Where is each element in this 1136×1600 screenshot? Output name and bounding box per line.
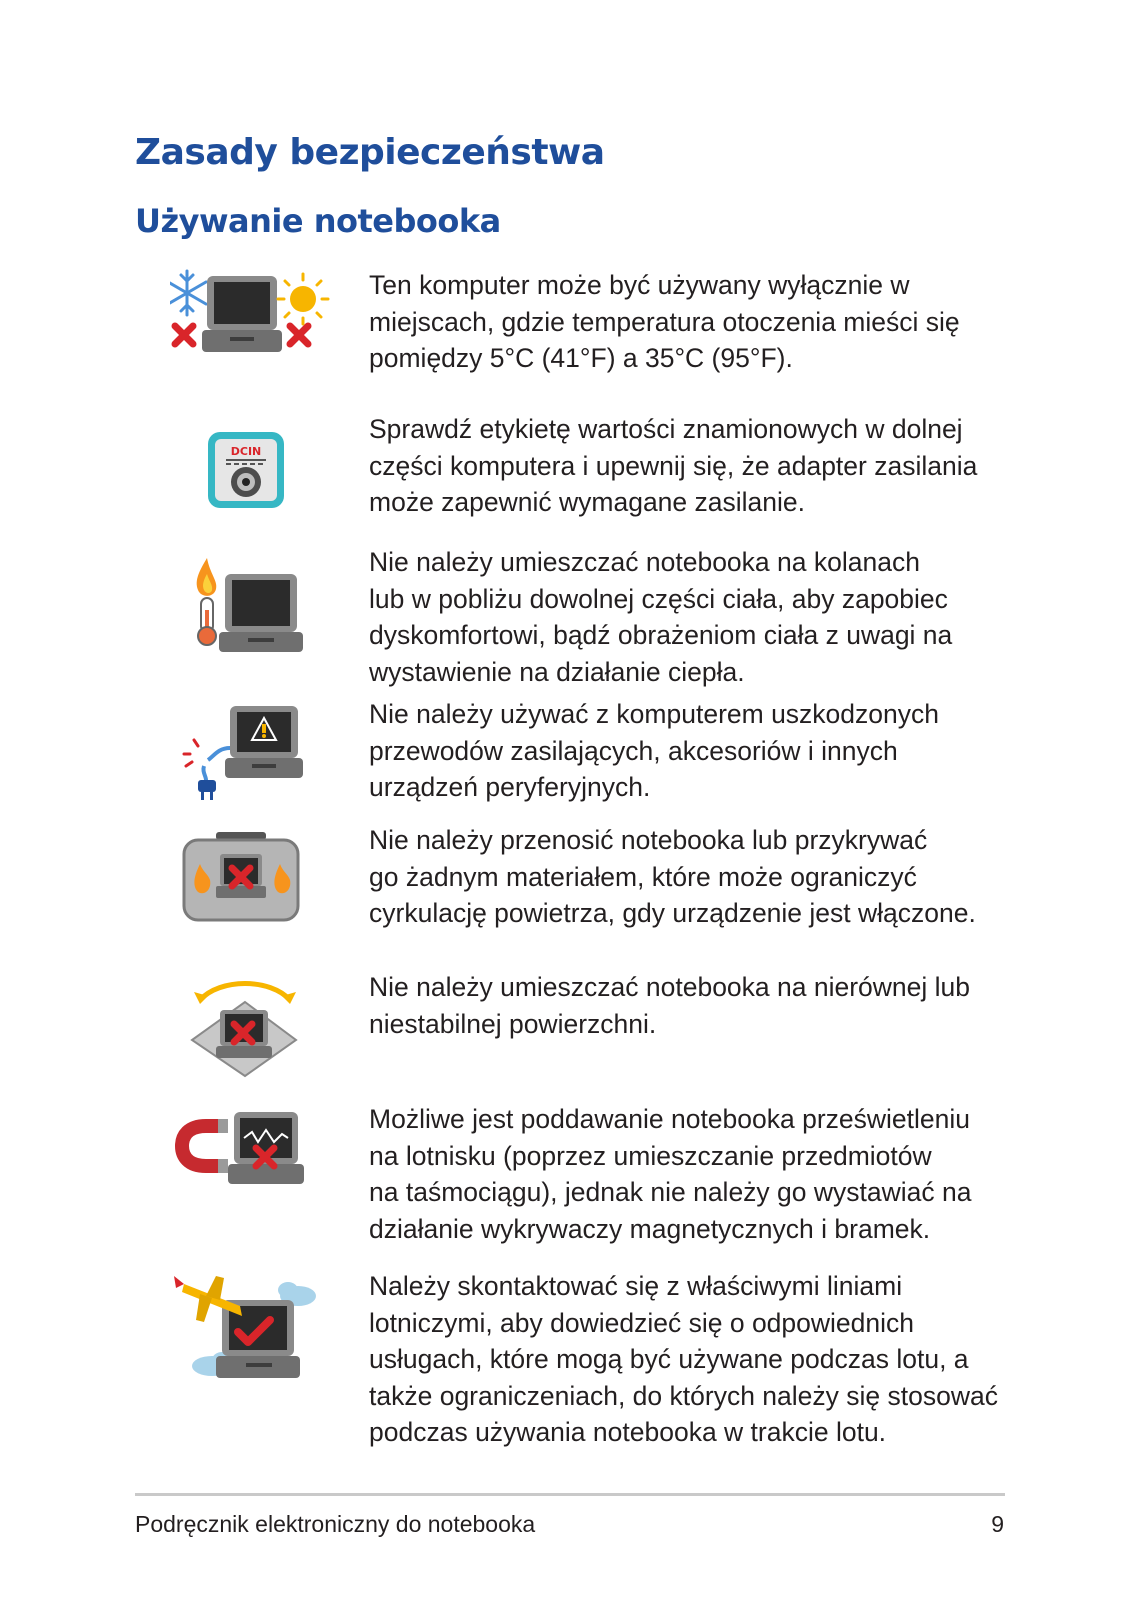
page-number: 9 [991, 1511, 1004, 1537]
heat-warning-icon [170, 548, 330, 658]
magnet-warning-icon [170, 1104, 330, 1204]
dc-in-badge: DCIN [230, 445, 262, 458]
item-6-text: Nie należy umieszczać notebooka na nierównej lub niestabilnej powierzchni. [369, 972, 971, 1039]
item-4-text: Nie należy używać z komputerem uszkodzonych przewodów zasilających, akcesoriów i innych urządzeń peryferyjnych. [369, 699, 939, 802]
dc-in-port-icon [170, 428, 330, 518]
covered-notebook-icon [170, 830, 330, 930]
page-title: Zasady bezpieczeństwa [135, 132, 605, 173]
section-title: Używanie notebooka [135, 202, 501, 240]
footer-divider [135, 1493, 1005, 1496]
item-2-text: Sprawdź etykietę wartości znamionowych w dolnej części komputera i upewnij się, że adapter zasilania może zapewnić wymagane zasilanie. [369, 414, 978, 517]
footer-title: Podręcznik elektroniczny do notebooka [135, 1511, 536, 1537]
in-flight-use-icon [170, 1270, 330, 1390]
item-5-text: Nie należy przenosić notebooka lub przykrywać go żadnym materiałem, które może ograniczyć cyrkulację powietrza, gdy urządzenie jest włączone. [369, 825, 976, 928]
temperature-warning-icon [170, 266, 330, 366]
item-8-text: Należy skontaktować się z właściwymi liniami lotniczymi, aby dowiedzieć się o odpowiednich usługach, które mogą być używane podczas lotu, a także ograniczeniach, do których należy się stosować podczas używania notebooka w trakcie lotu. [369, 1271, 998, 1447]
damaged-cable-icon [170, 700, 330, 810]
item-7-text: Możliwe jest poddawanie notebooka prześwietleniu na lotnisku (poprzez umieszczanie przedmiotów na taśmociągu), jednak nie należy go wystawiać na działanie wykrywaczy magnetycznych i bramek. [369, 1104, 972, 1244]
item-1-text: Ten komputer może być używany wyłącznie w miejscach, gdzie temperatura otoczenia mieści się pomiędzy 5°C (41°F) a 35°C (95°F). [369, 270, 960, 373]
unstable-surface-icon [170, 972, 330, 1082]
item-3-text: Nie należy umieszczać notebooka na kolanach lub w pobliżu dowolnej części ciała, aby zapobiec dyskomfortowi, bądź obrażeniom ciała z uwagi na wystawienie na działanie ciepła. [369, 547, 953, 687]
